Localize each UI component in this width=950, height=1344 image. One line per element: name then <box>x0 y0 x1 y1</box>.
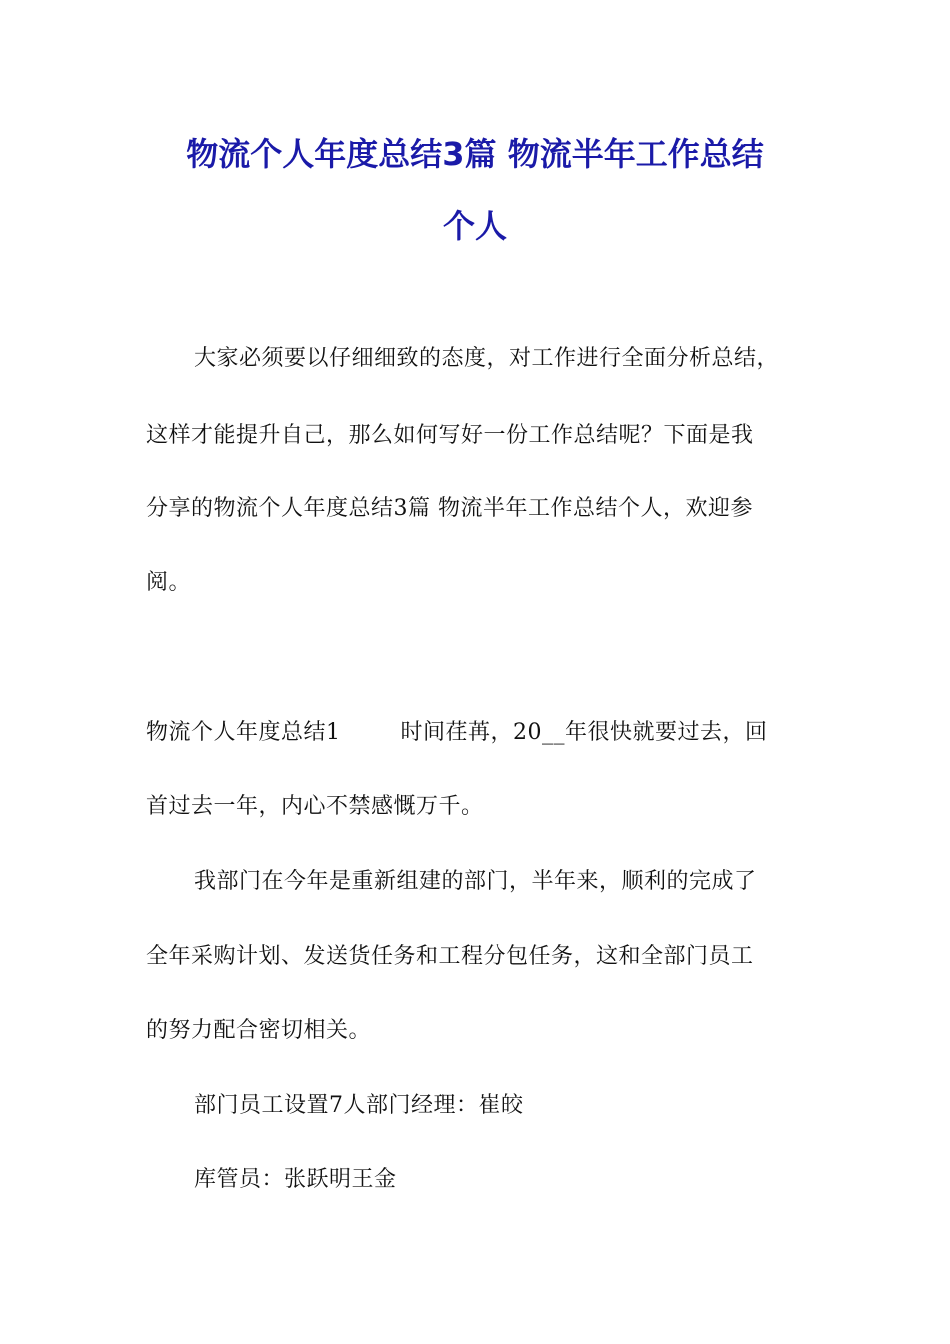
intro-line-4: 阅。 <box>146 570 192 595</box>
section-1-heading: 物流个人年度总结1 <box>146 720 341 745</box>
document-title-line-2: 个人 <box>442 207 507 245</box>
document-title-line-1: 物流个人年度总结3篇 物流半年工作总结 <box>186 135 764 173</box>
section-1-text-start: 时间荏苒，20__年很快就要过去，回 <box>400 720 768 745</box>
intro-line-1: 大家必须要以仔细细致的态度，对工作进行全面分析总结， <box>194 346 780 371</box>
intro-line-2: 这样才能提升自己，那么如何写好一份工作总结呢？下面是我 <box>146 423 754 448</box>
paragraph-2-line-1: 我部门在今年是重新组建的部门，半年来，顺利的完成了 <box>194 869 757 894</box>
section-1-first-line <box>146 718 768 748</box>
intro-line-3: 分享的物流个人年度总结3篇 物流半年工作总结个人，欢迎参 <box>146 496 753 521</box>
warehouse-line: 库管员：张跃明王金 <box>194 1167 397 1192</box>
staff-line: 部门员工设置7人部门经理：崔皎 <box>194 1093 524 1118</box>
paragraph-2-line-2: 全年采购计划、发送货任务和工程分包任务，这和全部门员工 <box>146 944 754 969</box>
section-1-second-line: 首过去一年，内心不禁感慨万千。 <box>146 794 484 819</box>
paragraph-2-line-3: 的努力配合密切相关。 <box>146 1018 372 1043</box>
